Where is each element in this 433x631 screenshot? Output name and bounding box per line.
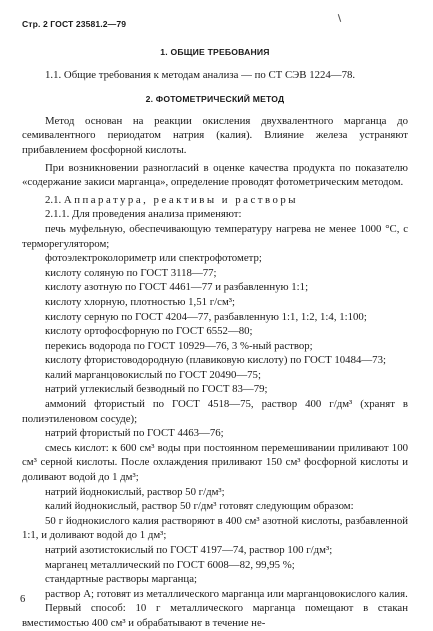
list-item: натрий йоднокислый, раствор 50 г/дм³; <box>45 485 225 498</box>
list-item: аммоний фтористый по ГОСТ 4518—75, раствор 400 г/дм³ (хранят в полиэтиленовом сосуде); <box>22 398 408 425</box>
list-item: смесь кислот: к 600 см³ воды при постоянном перемешивании приливают 100 см³ серной кислоты. После охлаждения приливают 150 см³ фосфорной кислоты и доливают водой до 1 дм³; <box>22 441 408 484</box>
list-item: натрий азотистокислый по ГОСТ 4197—74, раствор 100 г/дм³; <box>45 544 333 556</box>
list-item: кислоту фтористоводородную (плавиковую кислоту) по ГОСТ 10484—73; <box>45 354 386 367</box>
list-item: кислоту соляную по ГОСТ 3118—77; <box>45 266 217 279</box>
method-principle-paragraph: Метод основан на реакции окисления двухвалентного марганца до семивалентного периодатом натрия (калия). Влияние железа устраняют прибавлением фосфорной кислоты. <box>22 114 408 156</box>
list-item: раствор А; готовят из металлического марганца или марганцовокислого калия. <box>45 587 408 600</box>
reagent-list <box>22 222 408 631</box>
list-item: калий марганцовокислый по ГОСТ 20490—75; <box>45 368 261 381</box>
running-head: Стр. 2 ГОСТ 23581.2—79 <box>22 19 127 29</box>
list-item: марганец металлический по ГОСТ 6008—82, 99,95 %; <box>45 558 295 571</box>
list-item: кислоту серную по ГОСТ 4204—77, разбавленную 1:1, 1:2, 1:4, 1:100; <box>45 310 367 323</box>
list-item: натрий фтористый по ГОСТ 4463—76; <box>45 427 224 440</box>
document-body <box>22 37 408 631</box>
subsection-2-1-heading <box>22 193 408 208</box>
list-item: калий йоднокислый, раствор 50 г/дм³ готовят следующим образом: <box>45 500 354 513</box>
subsection-title: Аппаратура, реактивы и растворы <box>63 193 299 206</box>
arbitration-paragraph: При возникновении разногласий в оценке качества продукта по показателю «содержание закиси марганца», определение проводят фотометрическим методом. <box>22 161 408 189</box>
section-2-heading: 2. ФОТОМЕТРИЧЕСКИЙ МЕТОД <box>145 94 285 105</box>
section-1-heading: 1. ОБЩИЕ ТРЕБОВАНИЯ <box>160 47 270 57</box>
list-item: стандартные растворы марганца; <box>45 573 197 586</box>
list-item: натрий углекислый безводный по ГОСТ 83—79; <box>45 383 268 396</box>
list-item: кислоту ортофосфорную по ГОСТ 6552—80; <box>45 325 253 338</box>
list-item: печь муфельную, обеспечивающую температуру нагрева не менее 1000 °С, с терморегулятором; <box>22 222 408 250</box>
list-item: перекись водорода по ГОСТ 10929—76, 3 %-ный раствор; <box>45 339 313 352</box>
list-item: кислоту азотную по ГОСТ 4461—77 и разбавленную 1:1; <box>45 281 309 294</box>
list-item: фотоэлектроколориметр или спектрофотометр; <box>45 252 262 265</box>
list-item: Первый способ: 10 г металлического марганца помещают в стакан вместимостью 400 см³ и обрабатывают в течение не- <box>22 602 408 629</box>
clause-2-1-1: 2.1.1. Для проведения анализа применяют: <box>45 208 242 221</box>
list-item: кислоту хлорную, плотностью 1,51 г/см³; <box>45 295 236 308</box>
page-number: 6 <box>20 594 26 605</box>
section-1-paragraph: 1.1. Общие требования к методам анализа — по СТ СЭВ 1224—78. <box>45 68 356 81</box>
subsection-number: 2.1. <box>45 193 62 206</box>
list-item: 50 г йоднокислого калия растворяют в 400 см³ азотной кислоты, разбавленной 1:1, и доливают водой до 1 дм³; <box>22 514 408 542</box>
margin-tick-mark <box>338 14 341 22</box>
